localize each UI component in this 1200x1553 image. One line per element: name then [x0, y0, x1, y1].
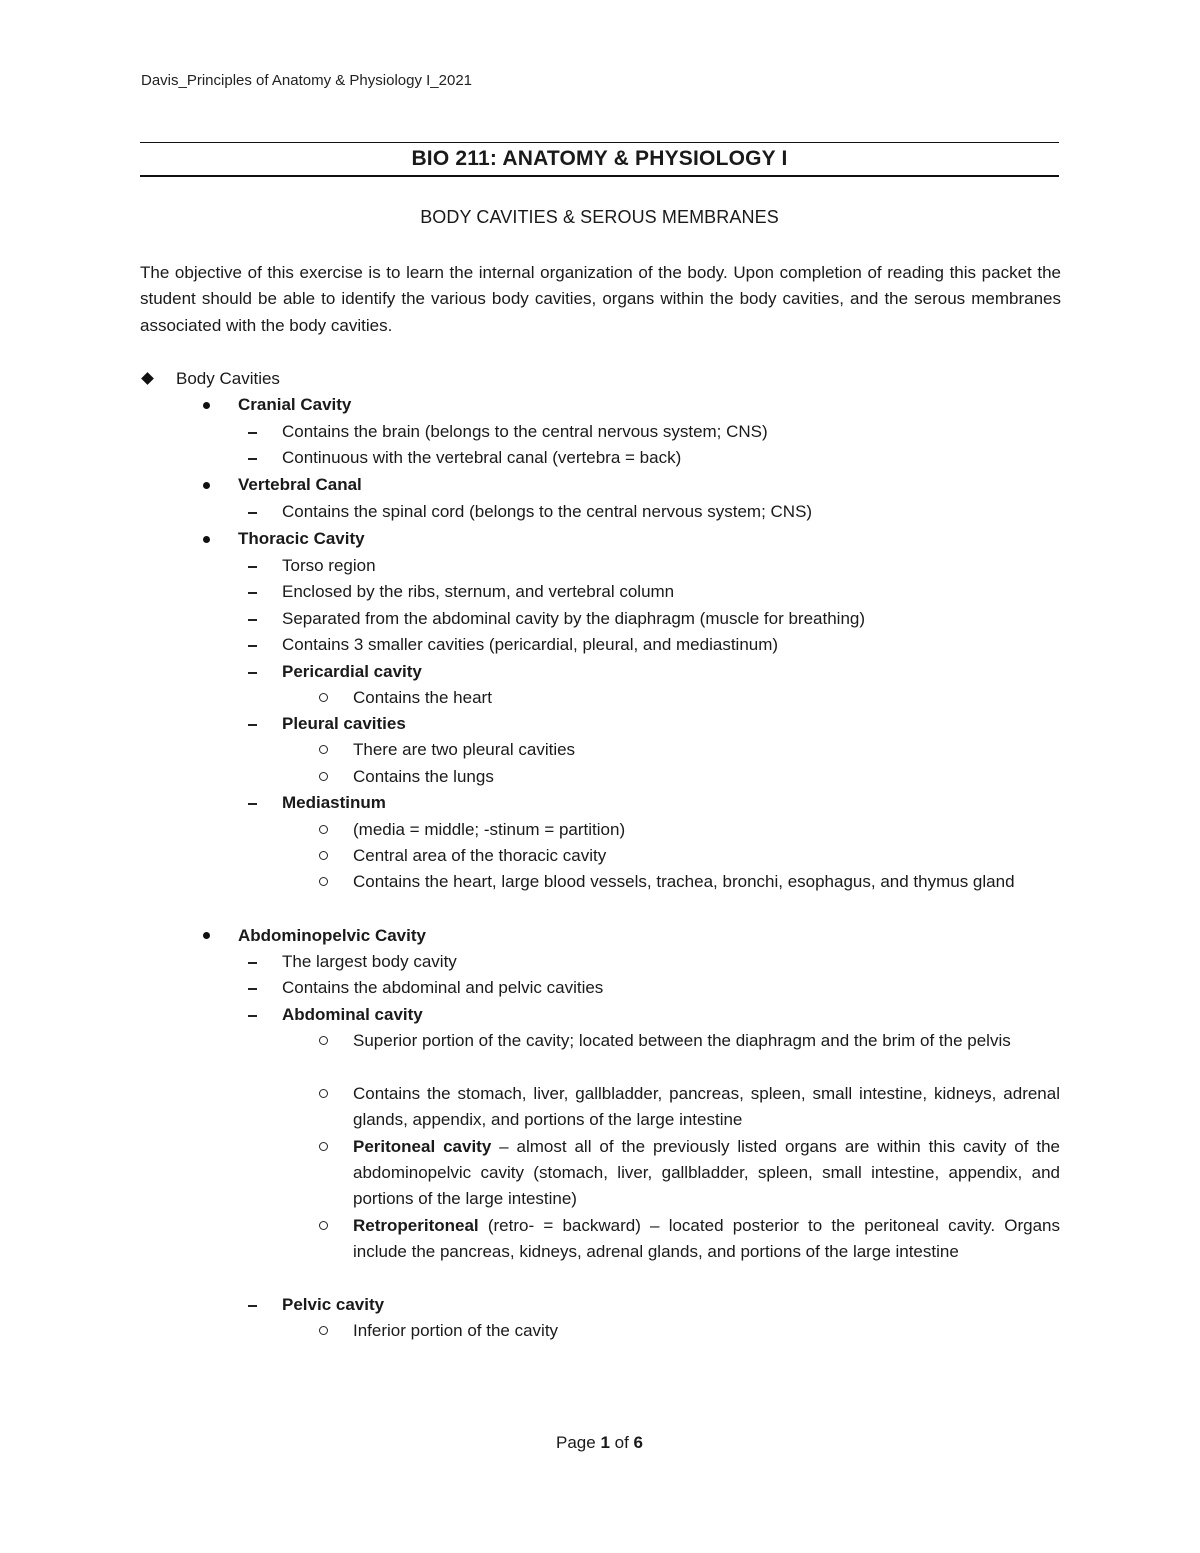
circle-bullet-icon: [319, 1142, 328, 1151]
list-item: The largest body cavity: [282, 952, 457, 971]
heading-vertebral-canal: Vertebral Canal: [238, 475, 362, 494]
dash-bullet-icon: [248, 1305, 257, 1307]
section-heading-body-cavities: Body Cavities: [176, 369, 280, 388]
list-item: Superior portion of the cavity; located between the diaphragm and the brim of the pelvis: [353, 1031, 1011, 1050]
dash-bullet-icon: [248, 619, 257, 621]
bullet-dot-icon: [203, 482, 210, 489]
heading-pleural-cavities: Pleural cavities: [282, 714, 406, 733]
circle-bullet-icon: [319, 772, 328, 781]
dash-bullet-icon: [248, 724, 257, 726]
dash-bullet-icon: [248, 1015, 257, 1017]
dash-bullet-icon: [248, 672, 257, 674]
retroperitoneal-description: (retro- = backward) – located posterior to the peritoneal cavity. Organs include the pancreas, kidneys, adrenal glands, and portions of the large intestine: [353, 1216, 1060, 1261]
circle-bullet-icon: [319, 825, 328, 834]
title-rule-bottom: [140, 175, 1059, 177]
title-rule-top: [140, 142, 1059, 143]
circle-bullet-icon: [319, 1221, 328, 1230]
dash-bullet-icon: [248, 512, 257, 514]
heading-abdominal-cavity: Abdominal cavity: [282, 1005, 423, 1024]
dash-bullet-icon: [248, 988, 257, 990]
list-item: Contains the heart, large blood vessels, trachea, bronchi, esophagus, and thymus gland: [353, 872, 1015, 891]
bullet-dot-icon: [203, 536, 210, 543]
dash-bullet-icon: [248, 962, 257, 964]
circle-bullet-icon: [319, 1089, 328, 1098]
page-number-middle: of: [609, 1433, 634, 1452]
page-number: [140, 1433, 1059, 1453]
peritoneal-description: – almost all of the previously listed organs are within this cavity of the abdominopelvic cavity (stomach, liver, gallbladder, spleen, small intestine, appendix, and portions of the large intestine): [353, 1137, 1061, 1208]
diamond-bullet-icon: [141, 372, 154, 385]
heading-pericardial-cavity: Pericardial cavity: [282, 662, 422, 681]
list-item-retroperitoneal: [353, 1213, 1060, 1265]
circle-bullet-icon: [319, 745, 328, 754]
circle-bullet-icon: [319, 1036, 328, 1045]
bullet-dot-icon: [203, 932, 210, 939]
list-item: Separated from the abdominal cavity by the diaphragm (muscle for breathing): [282, 609, 866, 628]
heading-abdominopelvic-cavity: Abdominopelvic Cavity: [238, 926, 426, 945]
document-subtitle: BODY CAVITIES & SEROUS MEMBRANES: [420, 207, 779, 227]
list-item: Enclosed by the ribs, sternum, and vertebral column: [282, 582, 675, 601]
document-title: BIO 211: ANATOMY & PHYSIOLOGY I: [411, 147, 788, 170]
page-number-prefix: Page: [556, 1433, 601, 1452]
list-item: Contains the brain (belongs to the central nervous system; CNS): [282, 422, 768, 441]
list-item: Inferior portion of the cavity: [353, 1321, 559, 1340]
bullet-dot-icon: [203, 402, 210, 409]
dash-bullet-icon: [248, 803, 257, 805]
list-item-peritoneal-cavity: [353, 1134, 1060, 1212]
term-peritoneal-cavity: Peritoneal cavity: [353, 1137, 492, 1156]
list-item: Torso region: [282, 556, 376, 575]
running-header: Davis_Principles of Anatomy & Physiology I_2021: [141, 72, 473, 89]
dash-bullet-icon: [248, 432, 257, 434]
list-item: Contains the lungs: [353, 767, 494, 786]
list-item: There are two pleural cavities: [353, 740, 576, 759]
list-item: Contains the stomach, liver, gallbladder, pancreas, spleen, small intestine, kidneys, adrenal glands, appendix, and portions of the large intestine: [353, 1084, 1060, 1129]
circle-bullet-icon: [319, 693, 328, 702]
list-item: Continuous with the vertebral canal (vertebra = back): [282, 448, 682, 467]
list-item: Contains the heart: [353, 688, 492, 707]
list-item: Contains 3 smaller cavities (pericardial, pleural, and mediastinum): [282, 635, 779, 654]
term-retroperitoneal: Retroperitoneal: [353, 1216, 479, 1235]
list-item: Contains the spinal cord (belongs to the central nervous system; CNS): [282, 502, 813, 521]
intro-paragraph: The objective of this exercise is to learn the internal organization of the body. Upon completion of reading this packet the student should be able to identify the various body cavities, organs within the body cavities, and the serous membranes associated with the body cavities.: [140, 263, 1061, 335]
dash-bullet-icon: [248, 566, 257, 568]
dash-bullet-icon: [248, 592, 257, 594]
dash-bullet-icon: [248, 645, 257, 647]
circle-bullet-icon: [319, 877, 328, 886]
circle-bullet-icon: [319, 851, 328, 860]
list-item: (media = middle; -stinum = partition): [353, 820, 626, 839]
dash-bullet-icon: [248, 458, 257, 460]
page-number-current: 1: [600, 1433, 610, 1452]
list-item: Contains the abdominal and pelvic cavities: [282, 978, 604, 997]
heading-thoracic-cavity: Thoracic Cavity: [238, 529, 365, 548]
page-number-total: 6: [633, 1433, 643, 1452]
heading-mediastinum: Mediastinum: [282, 793, 386, 812]
heading-cranial-cavity: Cranial Cavity: [238, 395, 352, 414]
heading-pelvic-cavity: Pelvic cavity: [282, 1295, 385, 1314]
list-item: Central area of the thoracic cavity: [353, 846, 607, 865]
circle-bullet-icon: [319, 1326, 328, 1335]
